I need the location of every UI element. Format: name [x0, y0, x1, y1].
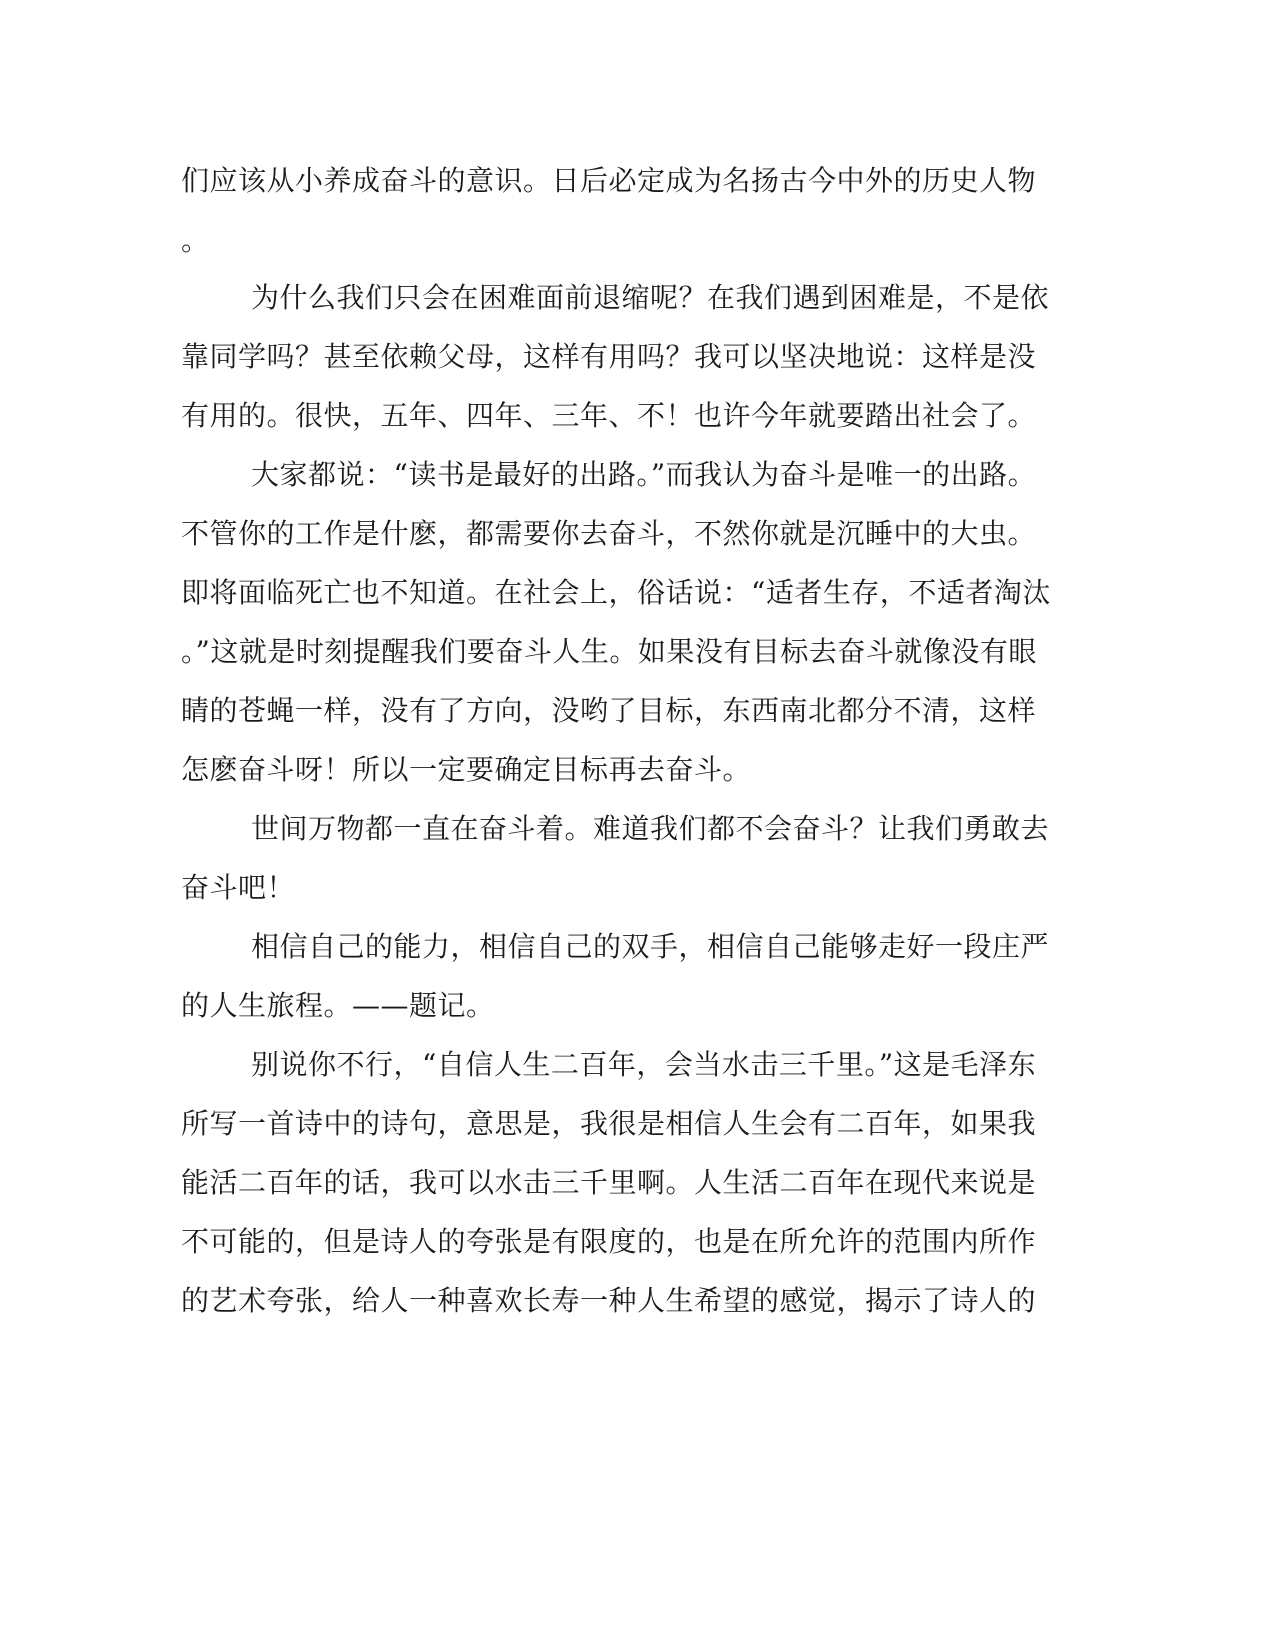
paragraph-first-line: 别说你不行，“自信人生二百年，会当水击三千里。”这是毛泽东 [251, 1048, 1037, 1081]
text-line: 的艺术夸张，给人一种喜欢长寿一种人生希望的感觉，揭示了诗人的 [181, 1284, 1037, 1317]
text-line: 们应该从小养成奋斗的意识。日后必定成为名扬古今中外的历史人物 [181, 164, 1037, 197]
text-line: 不管你的工作是什麽，都需要你去奋斗，不然你就是沉睡中的大虫。 [181, 517, 1037, 550]
text-line: 靠同学吗？甚至依赖父母，这样有用吗？我可以坚决地说：这样是没 [181, 340, 1037, 373]
text-line: 所写一首诗中的诗句，意思是，我很是相信人生会有二百年，如果我 [181, 1107, 1037, 1140]
text-line: 的人生旅程。——题记。 [181, 989, 495, 1022]
text-line: 。 [181, 224, 210, 257]
text-line: 能活二百年的话，我可以水击三千里啊。人生活二百年在现代来说是 [181, 1166, 1037, 1199]
text-line: 即将面临死亡也不知道。在社会上，俗话说：“适者生存，不适者淘汰 [181, 576, 1051, 609]
text-line: 睛的苍蝇一样，没有了方向，没哟了目标，东西南北都分不清，这样 [181, 694, 1037, 727]
text-line: 奋斗吧！ [181, 871, 296, 904]
paragraph-first-line: 大家都说：“读书是最好的出路。”而我认为奋斗是唯一的出路。 [251, 458, 1037, 491]
text-line: 不可能的，但是诗人的夸张是有限度的，也是在所允许的范围内所作 [181, 1225, 1037, 1258]
paragraph-first-line: 为什么我们只会在困难面前退缩呢？在我们遇到困难是，不是依 [251, 281, 1050, 314]
paragraph-first-line: 相信自己的能力，相信自己的双手，相信自己能够走好一段庄严 [251, 930, 1050, 963]
paragraph-first-line: 世间万物都一直在奋斗着。难道我们都不会奋斗？让我们勇敢去 [251, 812, 1050, 845]
text-line: 。”这就是时刻提醒我们要奋斗人生。如果没有目标去奋斗就像没有眼 [181, 635, 1037, 668]
text-line: 有用的。很快，五年、四年、三年、不！也许今年就要踏出社会了。 [181, 399, 1037, 432]
text-line: 怎麽奋斗呀！所以一定要确定目标再去奋斗。 [181, 753, 752, 786]
